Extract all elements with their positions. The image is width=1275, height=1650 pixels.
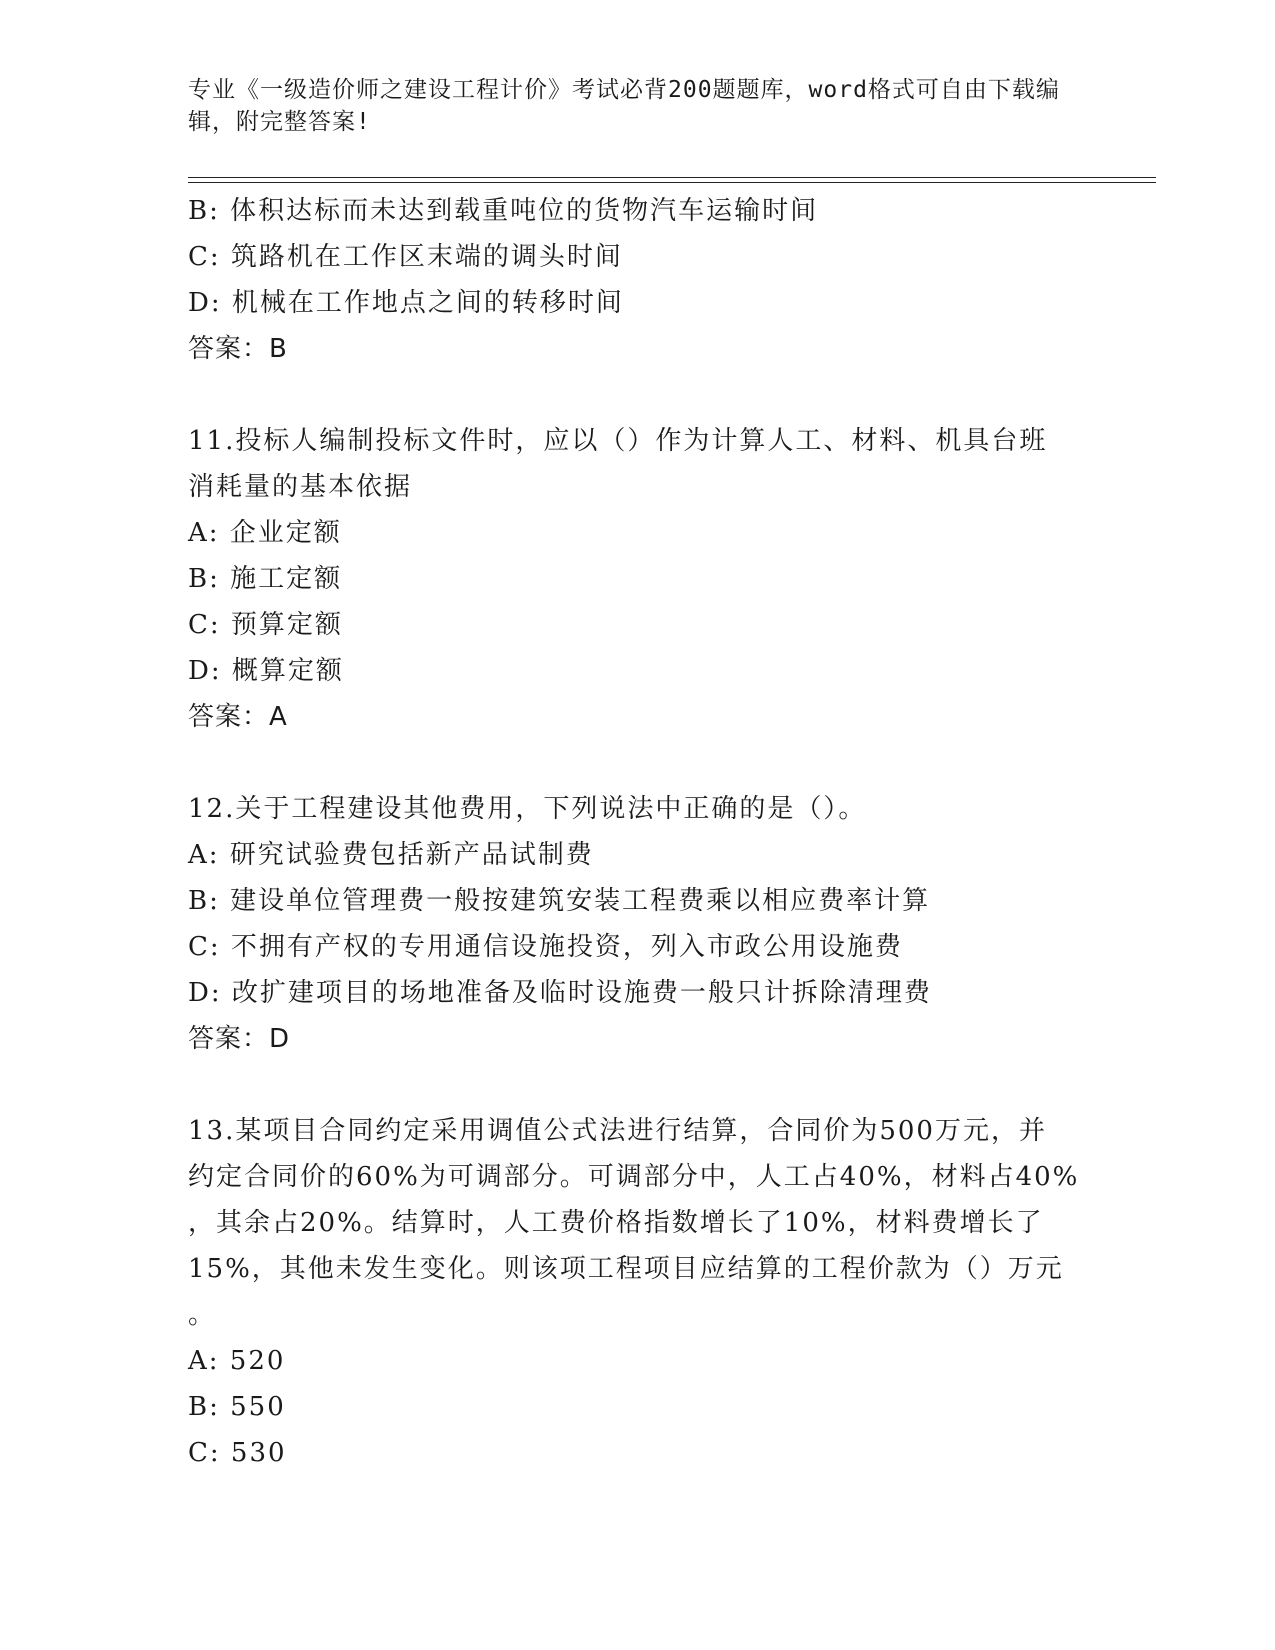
option-b: B: 550: [188, 1392, 286, 1422]
option-c: C: 筑路机在工作区末端的调头时间: [188, 242, 623, 272]
document-header: 专业《一级造价师之建设工程计价》考试必背200题题库，word格式可自由下载编辑，附完整答案!: [188, 77, 1060, 135]
answer-line: 答案：A: [188, 702, 288, 732]
question-list: [188, 188, 1088, 1476]
header-divider-top: [188, 177, 1156, 178]
option-d: D: 概算定额: [188, 656, 344, 686]
question-stem-line: 约定合同价的60%为可调部分。可调部分中，人工占40%，材料占40%: [188, 1162, 1080, 1192]
option-a: A: 研究试验费包括新产品试制费: [188, 840, 594, 870]
option-b: B: 体积达标而未达到载重吨位的货物汽车运输时间: [188, 196, 819, 226]
question-stem-line: 。: [188, 1300, 217, 1330]
option-b: B: 施工定额: [188, 564, 343, 594]
spacer: [188, 1062, 1088, 1108]
option-c: C: 不拥有产权的专用通信设施投资，列入市政公用设施费: [188, 932, 903, 962]
question-block: [188, 786, 1088, 1062]
question-stem-line: 15%，其他未发生变化。则该项工程项目应结算的工程价款为（）万元: [188, 1254, 1064, 1284]
question-stem-line: 13.某项目合同约定采用调值公式法进行结算，合同价为500万元，并: [188, 1116, 1047, 1146]
question-stem-line: ，其余占20%。结算时，人工费价格指数增长了10%，材料费增长了: [188, 1208, 1044, 1238]
answer-line: 答案：D: [188, 1024, 291, 1054]
option-d: D: 机械在工作地点之间的转移时间: [188, 288, 624, 318]
spacer: [188, 372, 1088, 418]
question-block: [188, 188, 1088, 372]
question-block: [188, 1108, 1088, 1476]
option-b: B: 建设单位管理费一般按建筑安装工程费乘以相应费率计算: [188, 886, 931, 916]
question-block: [188, 418, 1088, 740]
question-stem-line: 消耗量的基本依据: [188, 472, 413, 502]
answer-line: 答案：B: [188, 334, 288, 364]
option-a: A: 520: [188, 1346, 286, 1376]
header-divider-bottom: [188, 182, 1156, 183]
option-c: C: 预算定额: [188, 610, 343, 640]
option-a: A: 企业定额: [188, 518, 342, 548]
option-c: C: 530: [188, 1438, 287, 1468]
question-stem-line: 11.投标人编制投标文件时，应以（）作为计算人工、材料、机具台班: [188, 426, 1048, 456]
question-stem-line: 12.关于工程建设其他费用，下列说法中正确的是（）。: [188, 794, 867, 824]
spacer: [188, 740, 1088, 786]
option-d: D: 改扩建项目的场地准备及临时设施费一般只计拆除清理费: [188, 978, 932, 1008]
